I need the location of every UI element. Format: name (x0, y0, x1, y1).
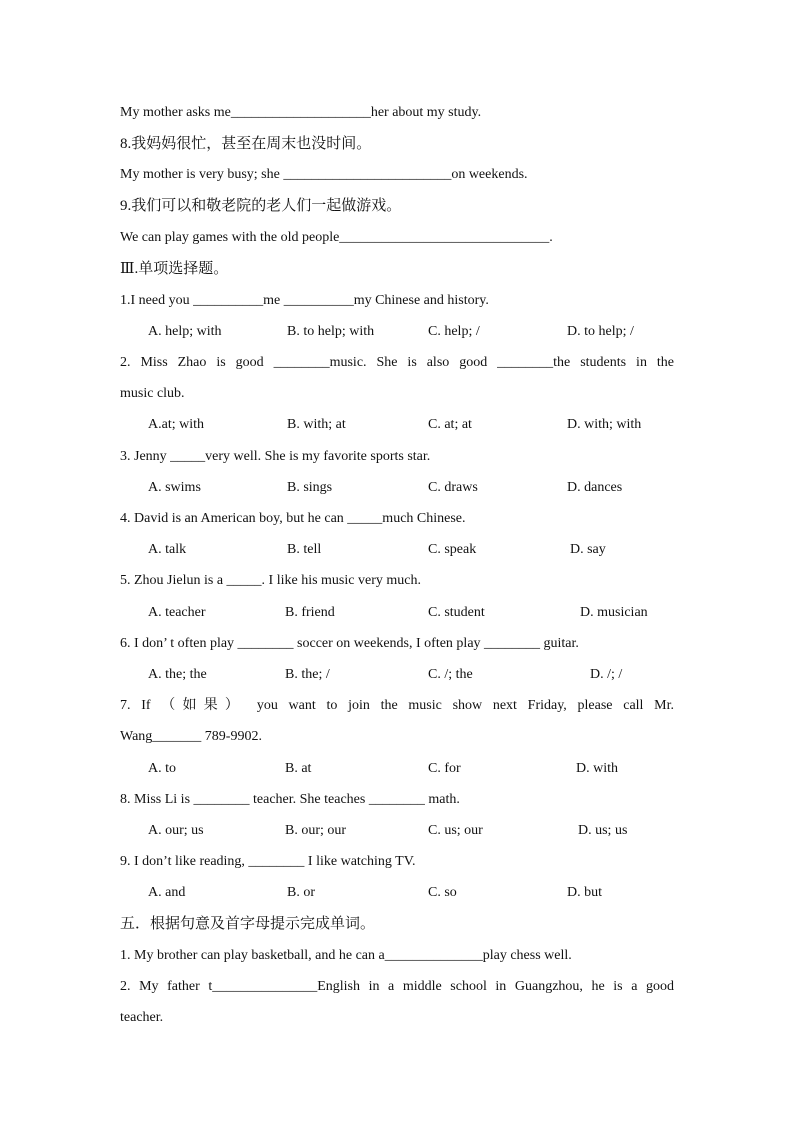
option-a: A. our; us (148, 823, 204, 838)
option-c: C. speak (428, 542, 477, 557)
option-a: A. talk (148, 542, 187, 557)
option-a: A. to (148, 761, 176, 776)
option-row (120, 822, 680, 840)
option-row (120, 323, 680, 341)
sentence-line: My mother asks me____________________her about my study. (120, 105, 482, 120)
option-c: C. at; at (428, 417, 472, 432)
question-text: 8. Miss Li is ________ teacher. She teaches ________ math. (120, 792, 460, 807)
option-b: B. with; at (287, 417, 346, 432)
option-b: B. the; / (285, 667, 330, 682)
option-b: B. friend (285, 605, 335, 620)
option-row (120, 416, 680, 434)
question-text: 1. My brother can play basketball, and he can a______________play chess well. (120, 948, 572, 963)
sentence-line: We can play games with the old people______________________________. (120, 230, 553, 245)
option-a: A. the; the (148, 667, 207, 682)
question-text: 9. I don’t like reading, ________ I like watching TV. (120, 854, 416, 869)
option-d: D. dances (567, 480, 623, 495)
option-c: C. so (428, 885, 457, 900)
question-text: 4. David is an American boy, but he can _____much Chinese. (120, 511, 466, 526)
option-d: D. /; / (590, 667, 623, 682)
option-a: A. and (148, 885, 186, 900)
question-text: 5. Zhou Jielun is a _____. I like his music very much. (120, 573, 421, 588)
option-c: C. draws (428, 480, 478, 495)
option-d: D. to help; / (567, 324, 634, 339)
option-c: C. help; / (428, 324, 480, 339)
option-d: D. with; with (567, 417, 642, 432)
option-a: A. help; with (148, 324, 222, 339)
section-title: Ⅲ.单项选择题。 (120, 261, 229, 277)
question-text: 2. My father t_______________English in a middle school in Guangzhou, he is a good (120, 979, 674, 994)
option-b: B. sings (287, 480, 333, 495)
option-b: B. at (285, 761, 312, 776)
question-text: 3. Jenny _____very well. She is my favorite sports star. (120, 449, 431, 464)
option-c: C. for (428, 761, 461, 776)
option-row (120, 604, 680, 622)
option-row (120, 760, 680, 778)
option-c: C. student (428, 605, 485, 620)
question-text: 2. Miss Zhao is good ________music. She is also good ________the students in the (120, 355, 674, 370)
option-b: B. to help; with (287, 324, 375, 339)
option-d: D. us; us (578, 823, 628, 838)
option-a: A. teacher (148, 605, 206, 620)
question-text-cont: teacher. (120, 1010, 164, 1025)
option-d: D. with (576, 761, 618, 776)
question-text: 6. I don’ t often play ________ soccer on weekends, I often play ________ guitar. (120, 636, 579, 651)
chinese-prompt: 8.我妈妈很忙，甚至在周末也没时间。 (120, 136, 372, 152)
option-d: D. but (567, 885, 602, 900)
section-title: 五．根据句意及首字母提示完成单词。 (120, 916, 376, 932)
question-text-cont: Wang_______ 789-9902. (120, 729, 262, 744)
option-row (120, 541, 680, 559)
option-d: D. musician (580, 605, 648, 620)
question-text-cont: music club. (120, 386, 185, 401)
question-text: 7. If （如果） you want to join the music show next Friday, please call Mr. (120, 698, 674, 713)
option-a: A. swims (148, 480, 201, 495)
option-b: B. or (287, 885, 315, 900)
option-c: C. /; the (428, 667, 473, 682)
option-row (120, 884, 680, 902)
option-b: B. our; our (285, 823, 347, 838)
option-row (120, 479, 680, 497)
option-c: C. us; our (428, 823, 483, 838)
question-text: 1.I need you __________me __________my Chinese and history. (120, 293, 489, 308)
sentence-line: My mother is very busy; she ________________________on weekends. (120, 167, 528, 182)
option-a: A.at; with (148, 417, 204, 432)
option-d: D. say (570, 542, 606, 557)
chinese-prompt: 9.我们可以和敬老院的老人们一起做游戏。 (120, 198, 402, 214)
option-row (120, 666, 680, 684)
option-b: B. tell (287, 542, 322, 557)
